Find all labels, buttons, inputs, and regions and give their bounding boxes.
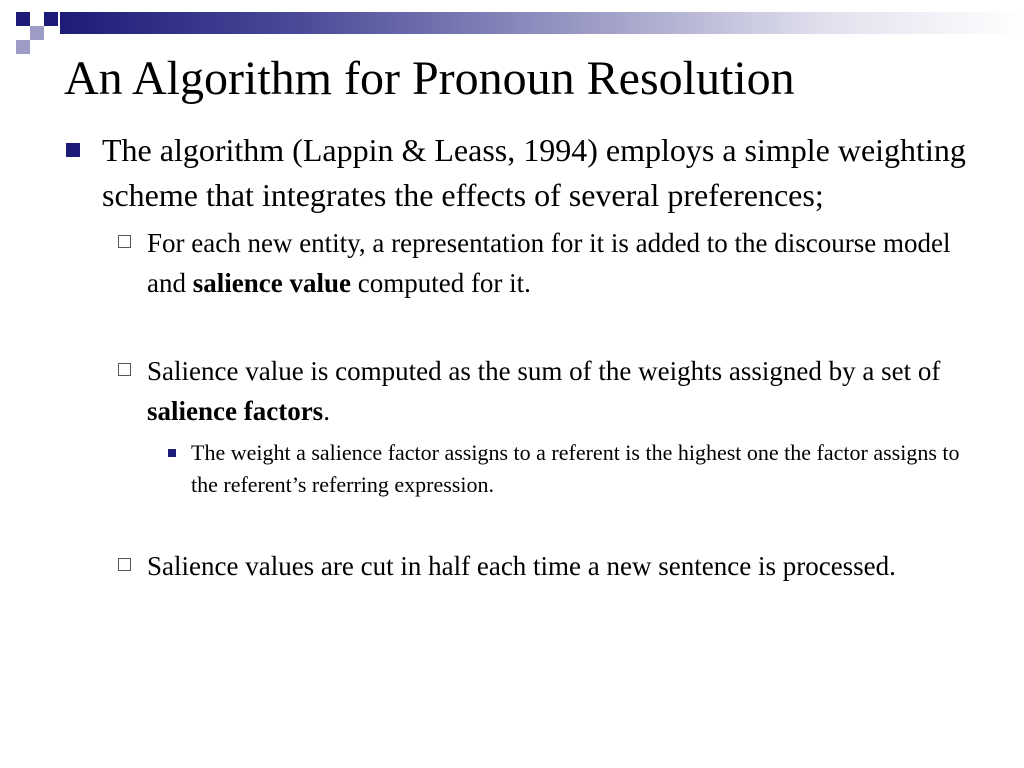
header-square-decoration — [16, 12, 30, 26]
bullet-text: computed for it. — [350, 268, 531, 298]
slide-title: An Algorithm for Pronoun Resolution — [64, 52, 795, 105]
hollow-square-bullet-icon — [118, 363, 131, 376]
header-square-decoration — [44, 12, 58, 26]
bullet-item-level2 — [147, 223, 967, 303]
bullet-text: . — [323, 396, 330, 426]
bullet-text: The weight a salience factor assigns to a referent is the highest one the factor assigns to the referent’s referring expression. — [191, 440, 960, 497]
small-filled-square-bullet-icon — [168, 449, 176, 457]
bullet-item-level3 — [191, 437, 981, 501]
bold-term: salience factors — [147, 396, 324, 426]
bullet-item-level2 — [147, 546, 967, 586]
bullet-text: For each new entity, a representation for it is added to the discourse model and — [147, 228, 951, 298]
bullet-text: Salience value is computed as the sum of the weights assigned by a set of — [147, 356, 941, 386]
header-square-decoration — [16, 40, 30, 54]
slide-content — [0, 128, 1024, 586]
filled-square-bullet-icon — [66, 143, 80, 157]
bullet-text: The algorithm (Lappin & Leass, 1994) employs a simple weighting scheme that integrates the effects of several preferences; — [102, 132, 966, 213]
hollow-square-bullet-icon — [118, 235, 131, 248]
bullet-item-level2 — [147, 351, 967, 431]
bold-term: salience value — [192, 268, 351, 298]
header-square-decoration — [30, 26, 44, 40]
bullet-item-level1 — [102, 128, 982, 218]
hollow-square-bullet-icon — [118, 558, 131, 571]
header-gradient-band — [60, 12, 1024, 34]
bullet-text: Salience values are cut in half each time a new sentence is processed. — [147, 551, 896, 581]
